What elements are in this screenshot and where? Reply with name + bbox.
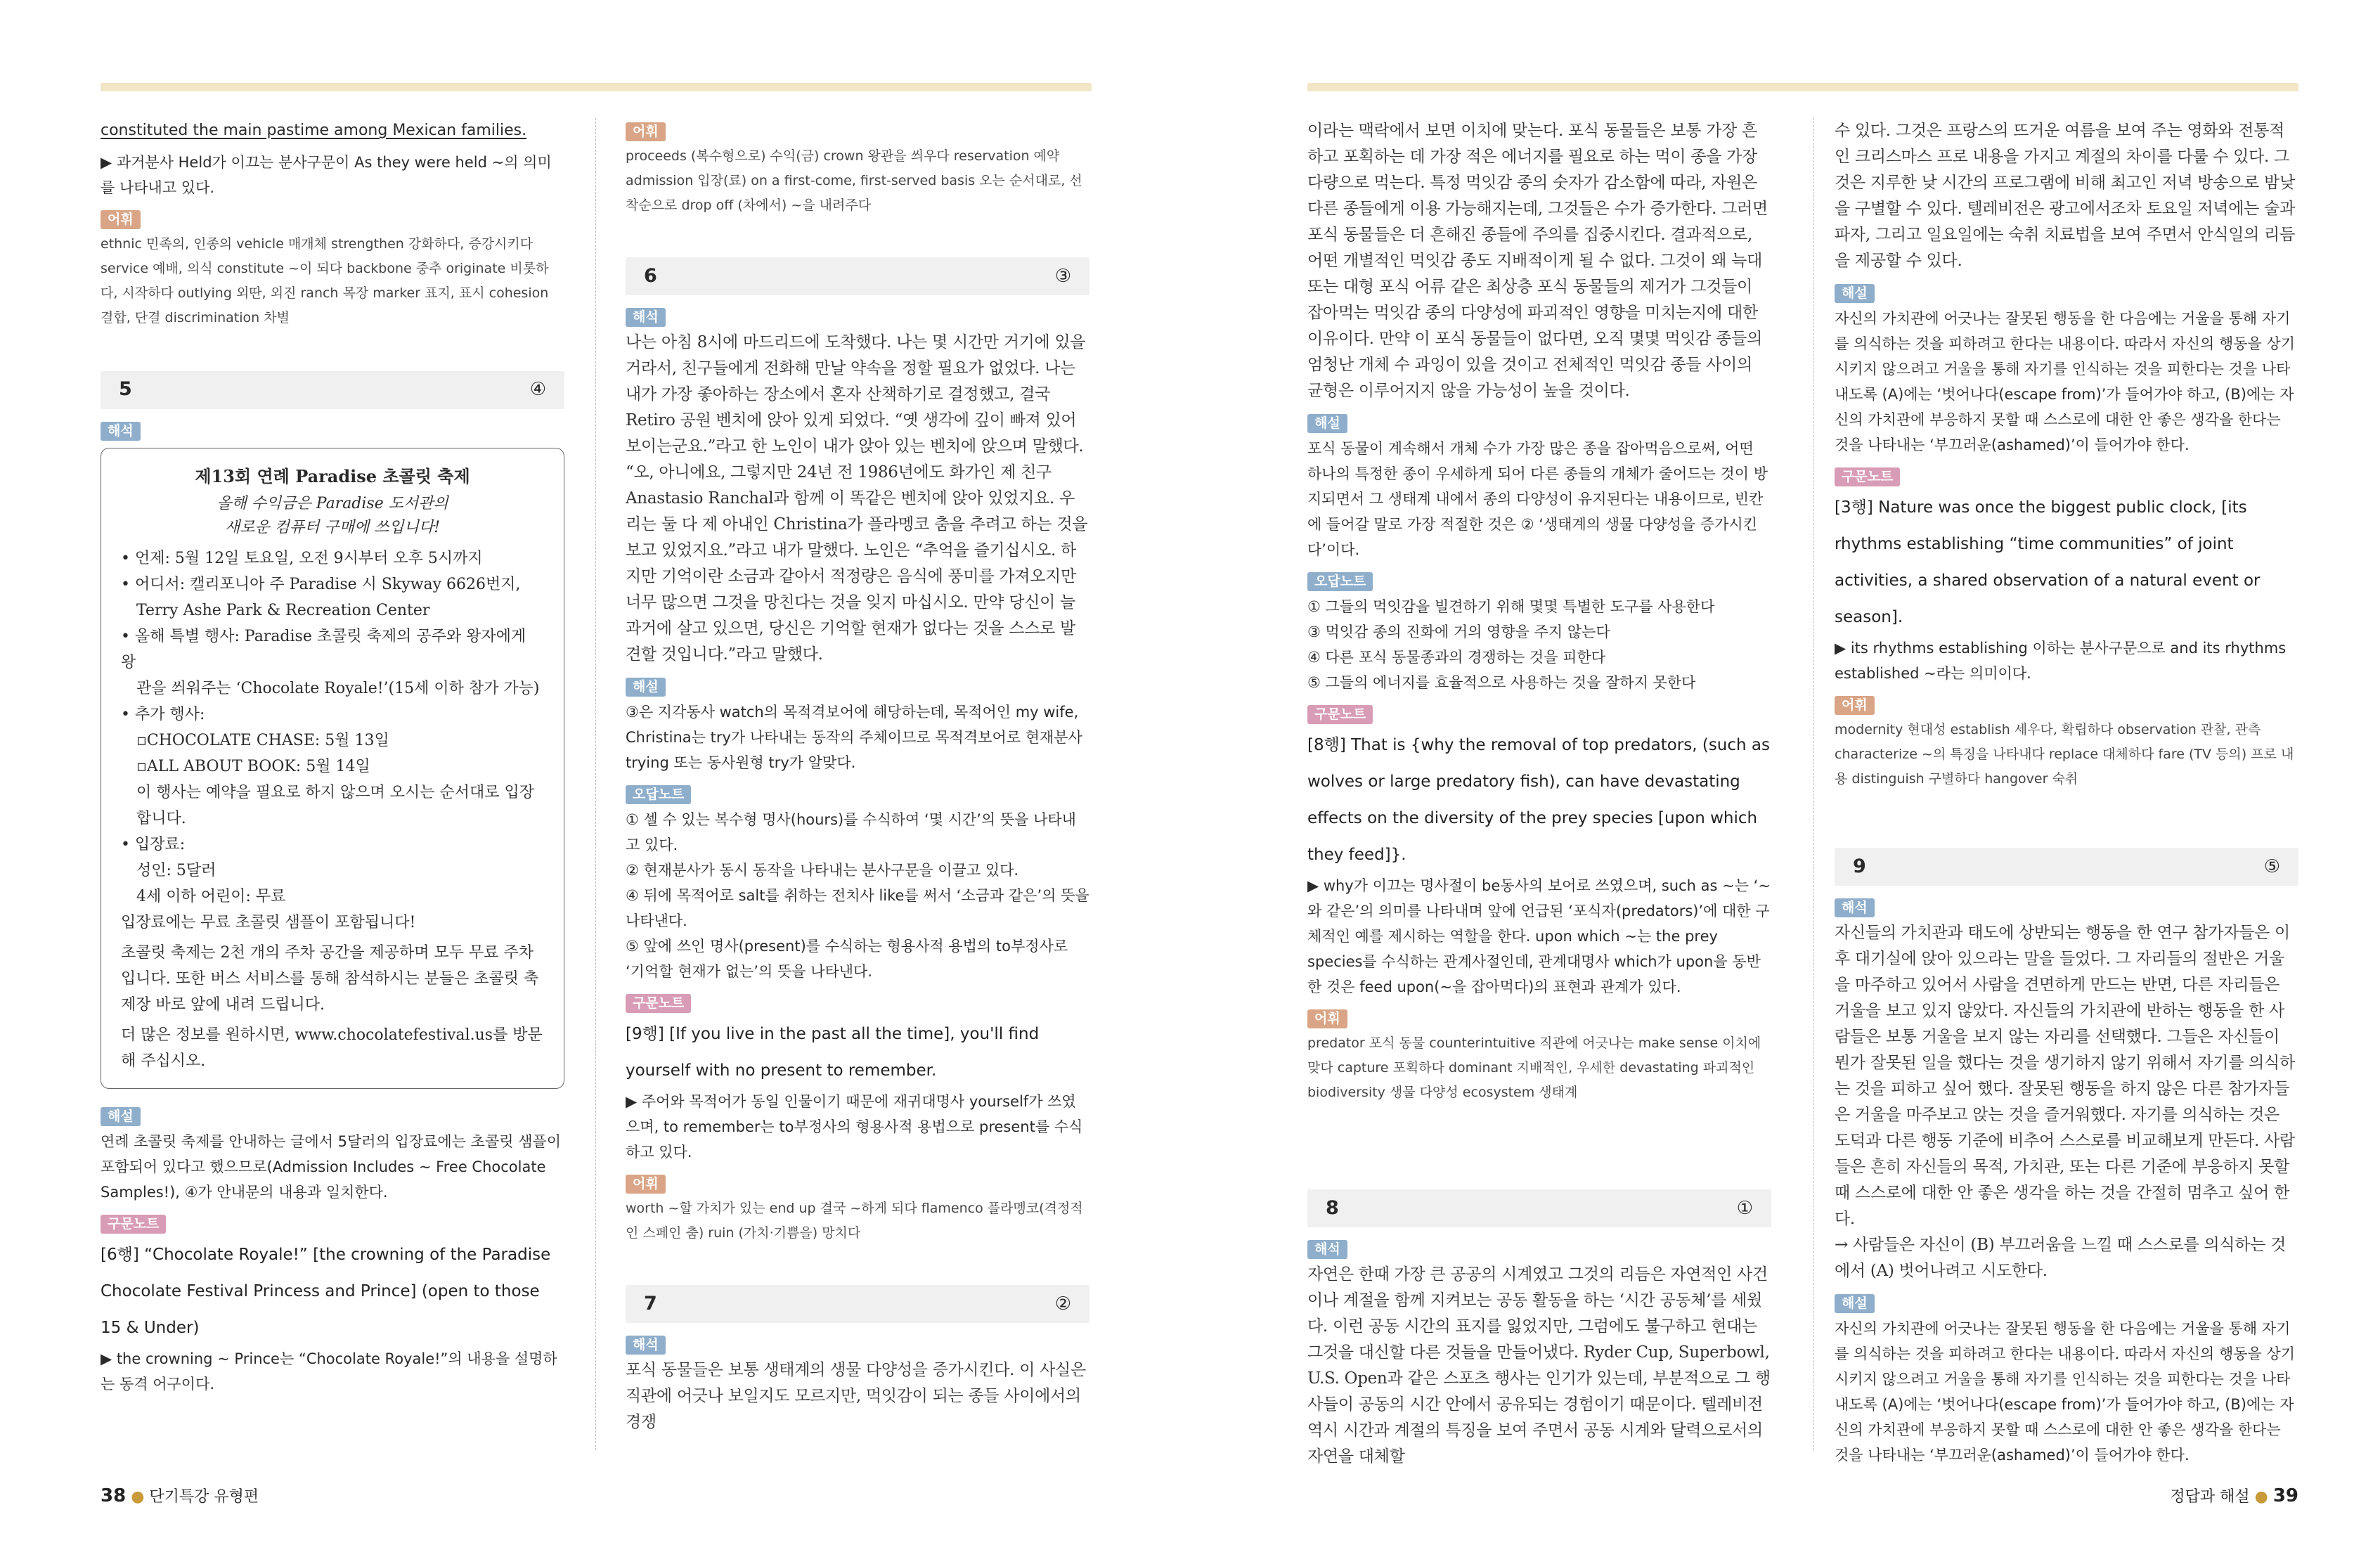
explain-text: 자신의 가치관에 어긋나는 잘못된 행동을 한 다음에는 거울을 통해 자기를 의식하는 것을 피하려고 한다는 내용이다. 따라서 자신의 행동을 상기시키지 않으려고 거울을 통해 자기를 인식하는 것을 피한다는 것을 나타내도록 (A)에는 ‘벗어나다(escape from)’가 들어가야 하고, (B)에는 자신의 가치관에 부응하지 못할 때 스스로에 대한 안 좋은 생각을 한다는 것을 나타내는 ‘부끄러운(ashamed)’이 들어가야 한다. bbox=[1835, 310, 2296, 453]
question-number: 5 bbox=[119, 378, 132, 401]
question-answer: ① bbox=[1736, 1197, 1753, 1219]
translation-tag: 해석 bbox=[1307, 1240, 1347, 1259]
question-6-header bbox=[626, 257, 1089, 295]
translation-text: 자신들의 가치관과 태도에 상반되는 행동을 한 연구 참가자들은 이후 대기실에 앉아 있으라는 말을 들었다. 그 자리들의 절반은 거울을 마주하고 있어서 사람을 견면하게 만드는 반면, 다른 자리들은 거울을 보고 있지 않았다. 자신들의 가치관에 반하는 행동을 한 사람들은 보통 거울을 보지 않는 자리를 선택했다. 그들은 자신들이 뭔가 잘못된 일을 했다는 것을 생기하지 않기 위해서 자기를 의식하는 것을 피하고 싶어 했다. 잘못된 행동을 하지 않은 다른 참가자들은 거울을 마주보고 앉는 것을 즐거워했다. 자기를 의식하는 것은 도덕과 다른 행동 기준에 비추어 스스로를 비교해보게 만든다. 사람들은 흔히 자신들의 목적, 가치관, 또는 다른 기준에 부응하지 못할 때 스스로에 대한 안 좋은 생각을 하는 것을 간절히 멈추고 싶어 한다. bbox=[1835, 924, 2295, 1228]
vocab-list: proceeds (복수형으로) 수익(금) crown 왕관을 씌우다 reservation 예약 admission 입장(료) on a first-come, first-served basis 오는 순서대로, 선착순으로 drop off (차에서) ~을 내려주다 bbox=[626, 148, 1082, 213]
notice-when: • 언제: 5월 12일 토요일, 오전 9시부터 오후 5시까지 bbox=[121, 549, 483, 567]
question-number: 8 bbox=[1326, 1196, 1339, 1219]
vocab-tag: 어휘 bbox=[626, 1175, 666, 1194]
vocab-tag: 어휘 bbox=[101, 210, 141, 229]
translation-tag: 해석 bbox=[1835, 898, 1875, 917]
explain-text: 포식 동물이 계속해서 개체 수가 가장 많은 종을 잡아먹음으로써, 어떤 하나의 특정한 종이 우세하게 되어 다른 종들의 개체가 줄어드는 것이 방지되면서 그 생태계 내에서 종의 다양성이 유지된다는 내용이므로, 빈칸에 들어갈 말로 가장 적절한 것은 ② ‘생태계의 생물 다양성을 증가시킨다’이다. bbox=[1307, 440, 1768, 558]
notice-fee: • 입장료: bbox=[121, 835, 186, 853]
notice-extra: • 추가 행사: bbox=[121, 705, 205, 723]
translation-tag: 해석 bbox=[101, 422, 141, 441]
grammar-note: ▶ the crowning ~ Prince는 “Chocolate Royale!”의 내용을 설명하는 동격 어구이다. bbox=[101, 1350, 557, 1393]
left-page-column-1 bbox=[101, 118, 564, 1397]
explain-tag: 해설 bbox=[1307, 414, 1347, 433]
explain-text: 자신의 가치관에 어긋나는 잘못된 행동을 한 다음에는 거울을 통해 자기를 의식하는 것을 피하려고 한다는 내용이다. 따라서 자신의 행동을 상기시키지 않으려고 거울을 통해 자기를 인식하는 것을 피한다는 것을 나타내도록 (A)에는 ‘벗어나다(escape from)’가 들어가야 하고, (B)에는 자신의 가치관에 부응하지 못할 때 스스로에 대한 안 좋은 생각을 한다는 것을 나타내는 ‘부끄러운(ashamed)’이 들어가야 한다. bbox=[1835, 1320, 2296, 1464]
right-column-divider bbox=[1813, 118, 1814, 1450]
translation-continued: 이라는 맥락에서 보면 이치에 맞는다. 포식 동물들은 보통 가장 흔하고 포획하는 데 가장 적은 에너지를 필요로 하는 먹이 종을 가장 다량으로 먹는다. 특정 먹잇감 종의 숫자가 감소함에 따라, 자원은 다른 종들에게 이용 가능해지는데, 그것들은 수가 증가한다. 그러면 포식 동물들은 더 흔해진 종들에 주의를 집중시킨다. 결과적으로, 어떤 개별적인 먹잇감 종도 지배적이게 될 수 없다. 그것이 왜 늑대 또는 대형 포식 어류 같은 최상층 포식 동물들의 제거가 그것들이 잡아먹는 먹잇감 종의 다양성에 파괴적인 영향을 미치는지에 대한 이유이다. 만약 이 포식 동물들이 없다면, 오직 몇몇 먹잇감 종들의 엄청난 개체 수 과잉이 있을 것이고 전체적인 먹잇감 종들 사이의 균형은 이루어지지 않을 가능성이 높을 것이다. bbox=[1307, 122, 1768, 400]
explain-tag: 해설 bbox=[626, 678, 666, 697]
notice-special-2: 관을 씌워주는 ‘Chocolate Royale!’(15세 이하 참가 가능) bbox=[136, 679, 540, 697]
translation-text: 나는 아침 8시에 마드리드에 도착했다. 나는 몇 시간만 거기에 있을 거라서, 친구들에게 전화해 만날 약속을 정할 필요가 없었다. 나는 내가 가장 좋아하는 장소에서 혼자 산책하기로 결정했고, 결국 Retiro 공원 벤치에 앉아 있게 되었다. “옛 생각에 깊이 빠져 있어 보이는군요.”라고 한 노인이 내가 앉아 있는 벤치에 앉으며 말했다. “오, 아니에요, 그렇지만 24년 전 1986년에도 화가인 제 친구 Anastasio Ranchal과 함께 이 똑같은 벤치에 앉아 있었지요. 우리는 둘 다 제 아내인 Christina가 플라멩코 춤을 추려고 하는 것을 보고 있었지요.”라고 내가 말했다. 노인은 “추억을 즐기십시오. 하지만 기억이란 소금과 같아서 적정량은 음식에 풍미를 가져오지만 너무 많으면 그것을 망친다는 것을 잊지 마십시오. 만약 당신이 늘 과거에 살고 있으면, 당신은 기억할 현재가 없다는 것을 스스로 발견할 것입니다.”라고 말했다. bbox=[626, 333, 1088, 664]
notice-subtitle-2: 새로운 컴퓨터 구매에 쓰입니다! bbox=[224, 518, 441, 536]
summary-text: → 사람들은 자신이 (B) 부끄러움을 느낄 때 스스로를 의식하는 것에서 (A) 벗어나려고 시도한다. bbox=[1835, 1236, 2287, 1280]
translation-continued: 수 있다. 그것은 프랑스의 뜨거운 여름을 보여 주는 영화와 전통적인 크리스마스 프로 내용을 가지고 계절의 차이를 다룰 수 있다. 그것은 지루한 낮 시간의 프로그램에 비해 최고인 저녁 방송으로 밤낮을 구별할 수 있다. 텔레비전은 광고에서조차 토요일 저녁에는 술과 파자, 그리고 일요일에는 숙취 치료법을 보여 주면서 안식일의 리듬을 제공할 수 있다. bbox=[1835, 122, 2295, 270]
vocab-tag: 어휘 bbox=[1835, 696, 1875, 715]
wrong-answer-tag: 오답노트 bbox=[1307, 572, 1373, 591]
question-number: 7 bbox=[644, 1292, 657, 1315]
notice-more: 더 많은 정보를 원하시면, www.chocolatefestival.us를 방문해 주십시오. bbox=[121, 1026, 543, 1070]
vocab-tag: 어휘 bbox=[626, 122, 666, 141]
notice-extra-1: ▫CHOCOLATE CHASE: 5월 13일 bbox=[136, 731, 389, 749]
grammar-note: ▶ why가 이끄는 명사절이 be동사의 보어로 쓰였으며, such as ~는 ‘~와 같은’의 의미를 나타내며 앞에 언급된 ‘포식자(predators)’에 대한 구체적인 예를 제시하는 역할을 한다. upon which ~는 the prey species를 수식하는 관계사절인데, 관계대명사 which가 upon을 동반한 것은 feed upon(~을 잡아먹다)의 표현과 관계가 있다. bbox=[1307, 877, 1771, 995]
explain-tag: 해설 bbox=[101, 1107, 141, 1126]
section-label: 정답과 해설 bbox=[2170, 1488, 2250, 1506]
wrong-answer-tag: 오답노트 bbox=[626, 785, 691, 804]
explain-tag: 해설 bbox=[1835, 284, 1875, 303]
right-page-column-1 bbox=[1307, 118, 1771, 1470]
right-page-top-bar bbox=[1307, 83, 2298, 91]
notice-where-2: Terry Ashe Park & Recreation Center bbox=[136, 601, 430, 619]
book-label: 단기특강 유형편 bbox=[149, 1488, 259, 1506]
notice-subtitle-1: 올해 수익금은 Paradise 도서관의 bbox=[216, 494, 448, 512]
bullet-icon: ● bbox=[2254, 1488, 2268, 1506]
left-page-top-bar bbox=[101, 83, 1092, 91]
bullet-icon: ● bbox=[131, 1488, 145, 1506]
wrong-answer-4: ④ 뒤에 목적어로 salt를 취하는 전치사 like를 써서 ‘소금과 같은’의 뜻을 나타낸다. bbox=[626, 887, 1089, 929]
notice-special-1: • 올해 특별 행사: Paradise 초콜릿 축제의 공주와 왕자에게 왕 bbox=[121, 627, 526, 671]
question-answer: ④ bbox=[529, 379, 546, 401]
wrong-answer-1: ① 그들의 먹잇감을 빌견하기 위해 몇몇 특별한 도구를 사용한다 bbox=[1307, 598, 1715, 615]
vocab-list: worth ~할 가치가 있는 end up 결국 ~하게 되다 flamenco 플라멩코(격정적인 스페인 춤) ruin (가치·기쁨을) 망치다 bbox=[626, 1201, 1083, 1241]
notice-box bbox=[101, 448, 564, 1089]
notice-samples: 입장료에는 무료 초콜릿 샘플이 포함됩니다! bbox=[121, 913, 416, 931]
wrong-answer-4: ④ 다른 포식 동물종과의 경쟁하는 것을 피한다 bbox=[1307, 649, 1606, 666]
grammar-tag: 구문노트 bbox=[1835, 467, 1900, 486]
question-8-header bbox=[1307, 1189, 1771, 1227]
wrong-answer-5: ⑤ 앞에 쓰인 명사(present)를 수식하는 형용사적 용법의 to부정사로 ‘기억할 현재가 없는’의 뜻을 나타낸다. bbox=[626, 938, 1068, 980]
translation-text: 자연은 한때 가장 큰 공공의 시계였고 그것의 리듬은 자연적인 사건이나 계절을 함께 지켜보는 공동 활동을 하는 ‘시간 공동체’를 세웠다. 이런 공동 시간의 표지를 잃었지만, 그럼에도 불구하고 현대는 그것을 대신할 다른 것들을 만들어냈다. Ryder Cup, Superbowl, U.S. Open과 같은 스포츠 행사는 인기가 있는데, 부분적으로 그 행사들이 공동의 시간 안에서 공유되는 경험이기 때문이다. 텔레비전 역시 시간과 계절의 특징을 보여 주면서 공동 시계와 달력으로서의 자연을 대체할 bbox=[1307, 1265, 1771, 1466]
left-page-footer bbox=[101, 1485, 259, 1506]
wrong-answer-1: ① 셀 수 있는 복수형 명사(hours)를 수식하여 ‘몇 시간’의 뜻을 나타내고 있다. bbox=[626, 811, 1076, 853]
notice-extra-2: ▫ALL ABOUT BOOK: 5월 14일 bbox=[136, 757, 370, 775]
intro-line: constituted the main pastime among Mexican families. bbox=[101, 122, 527, 139]
wrong-answer-2: ② 현재분사가 동시 동작을 나타내는 분사구문을 이끌고 있다. bbox=[626, 862, 1019, 879]
grammar-line: [3행] Nature was once the biggest public clock, [its rhythms establishing “time communities” of joint activities, a shared observation of a natural event or season]. bbox=[1835, 498, 2261, 626]
notice-extra-3: 이 행사는 예약을 필요로 하지 않으며 오시는 순서대로 입장합니다. bbox=[136, 783, 534, 827]
explain-text: ③은 지각동사 watch의 목적격보어에 해당하는데, 목적어인 my wife, Christina는 try가 나타내는 동작의 주체이므로 목적격보어로 현재분사 trying 또는 동사원형 try가 알맞다. bbox=[626, 704, 1082, 771]
grammar-line: [6행] “Chocolate Royale!” [the crowning of the Paradise Chocolate Festival Princess and Prince] (open to those 15 & Under) bbox=[101, 1245, 551, 1337]
grammar-tag: 구문노트 bbox=[1307, 705, 1373, 724]
grammar-line: [9행] [If you live in the past all the time], you'll find yourself with no present to remember. bbox=[626, 1025, 1040, 1080]
translation-text: 포식 동물들은 보통 생태계의 생물 다양성을 증가시킨다. 이 사실은 직관에 어긋나 보일지도 모르지만, 먹잇감이 되는 종들 사이에서의 경쟁 bbox=[626, 1361, 1086, 1431]
vocab-list: ethnic 민족의, 인종의 vehicle 매개체 strengthen 강화하다, 증강시키다 service 예배, 의식 constitute ~이 되다 backbone 중추 originate 비롯하다, 시작하다 outlying 외딴, 외진 ranch 목장 marker 표지, 표시 cohesion 결합, 단결 discrimination 차별 bbox=[101, 235, 549, 325]
left-page-column-2 bbox=[626, 118, 1089, 1435]
right-page-footer bbox=[2170, 1485, 2298, 1506]
wrong-answer-3: ③ 먹잇감 종의 진화에 거의 영향을 주지 않는다 bbox=[1307, 624, 1610, 640]
question-5-header bbox=[101, 371, 564, 409]
question-number: 9 bbox=[1853, 855, 1866, 877]
question-answer: ② bbox=[1054, 1293, 1071, 1315]
vocab-list: predator 포식 동물 counterintuitive 직관에 어긋나는 make sense 이치에 맞다 capture 포획하다 dominant 지배적인, 우세한 devastating 파괴적인 biodiversity 생물 다양성 ecosystem 생태계 bbox=[1307, 1035, 1761, 1100]
question-answer: ⑤ bbox=[2263, 855, 2280, 877]
wrong-answer-5: ⑤ 그들의 에너지를 효율적으로 사용하는 것을 잘하지 못한다 bbox=[1307, 674, 1696, 691]
question-number: 6 bbox=[644, 264, 657, 287]
question-answer: ③ bbox=[1054, 265, 1071, 287]
grammar-note: ▶ its rhythms establishing 이하는 분사구문으로 and its rhythms established ~라는 의미이다. bbox=[1835, 640, 2287, 682]
explain-tag: 해설 bbox=[1835, 1294, 1875, 1313]
translation-tag: 해석 bbox=[626, 308, 666, 327]
question-7-header bbox=[626, 1285, 1089, 1323]
vocab-list: modernity 현대성 establish 세우다, 확립하다 observation 관찰, 관측 characterize ~의 특징을 나타내다 replace 대체하다 fare (TV 등의) 프로 내용 distinguish 구별하다 hangover 숙취 bbox=[1835, 722, 2294, 787]
page-number: 38 bbox=[101, 1485, 127, 1506]
notice-fee-2: 4세 이하 어린이: 무료 bbox=[136, 887, 286, 905]
question-9-header bbox=[1835, 848, 2298, 886]
grammar-note: ▶ 주어와 목적어가 동일 인물이기 때문에 재귀대명사 yourself가 쓰였으며, to remember는 to부정사의 형용사적 용법으로 present를 수식하고 있다. bbox=[626, 1093, 1083, 1161]
grammar-line: [8행] That is {why the removal of top predators, (such as wolves or large predatory fish), can have devastating effects on the diversity of the prey species [upon which they feed]}. bbox=[1307, 736, 1770, 864]
explain-text: 연례 초콜릿 축제를 안내하는 글에서 5달러의 입장료에는 초콜릿 샘플이 포함되어 있다고 했으므로(Admission Includes ~ Free Chocolate Samples!), ④가 안내문의 내용과 일치한다. bbox=[101, 1132, 562, 1201]
translation-tag: 해석 bbox=[626, 1336, 666, 1355]
page-number: 39 bbox=[2272, 1485, 2298, 1506]
vocab-tag: 어휘 bbox=[1307, 1009, 1347, 1028]
notice-title: 제13회 연례 Paradise 초콜릿 축제 bbox=[195, 465, 470, 486]
right-page-column-2 bbox=[1835, 118, 2298, 1468]
notice-where-1: • 어디서: 캘리포니아 주 Paradise 시 Skyway 6626번지, bbox=[121, 575, 521, 593]
notice-fee-1: 성인: 5달러 bbox=[136, 861, 216, 879]
grammar-tag: 구문노트 bbox=[626, 994, 691, 1013]
left-column-divider bbox=[595, 118, 596, 1450]
grammar-tag: 구문노트 bbox=[101, 1215, 166, 1234]
intro-note: ▶ 과거분사 Held가 이끄는 분사구문이 As they were held ~의 의미를 나타내고 있다. bbox=[101, 153, 552, 196]
notice-parking: 초콜릿 축제는 2천 개의 주차 공간을 제공하며 모두 무료 주차입니다. 또한 버스 서비스를 통해 참석하시는 분들은 초콜릿 축제장 바로 앞에 내려 드립니다. bbox=[121, 943, 539, 1014]
